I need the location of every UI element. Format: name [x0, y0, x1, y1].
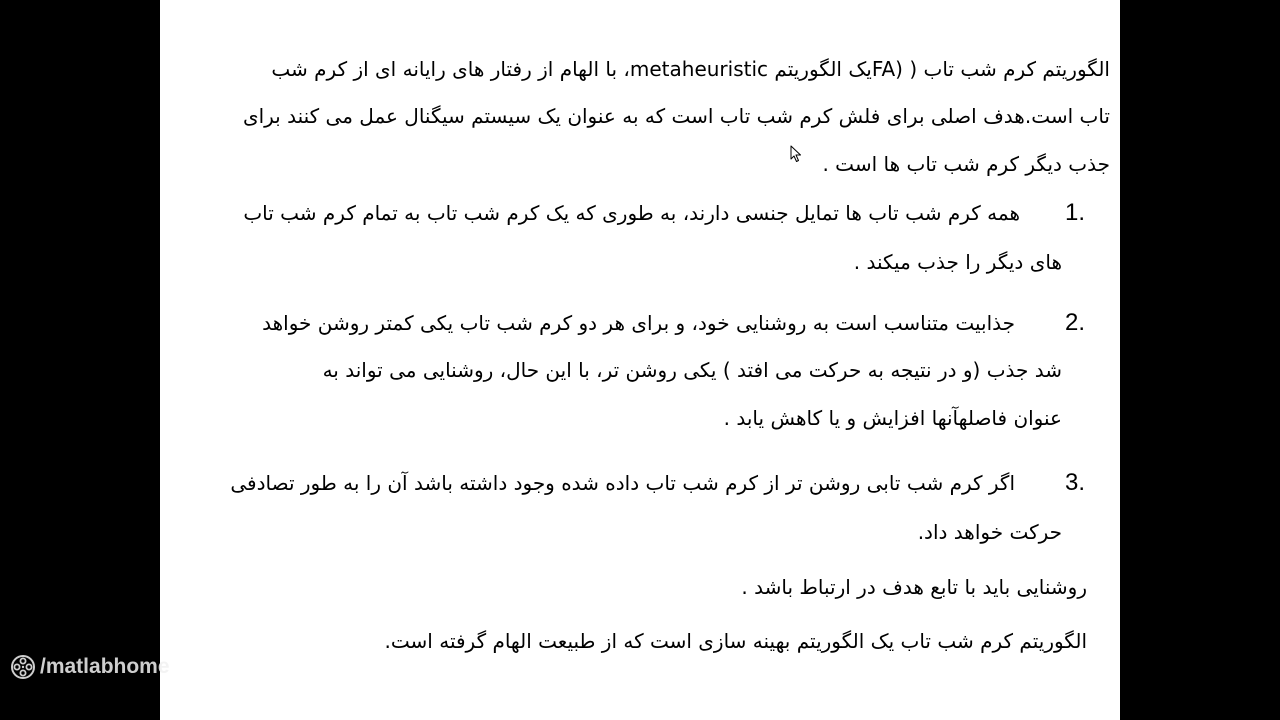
item-2-line-1: جذابیت متناسب است به روشنایی خود، و برای هر دو کرم شب تاب یکی کمتر روشن خواهد — [262, 311, 1015, 335]
film-reel-icon — [10, 654, 36, 680]
item-2-number: 2. — [1065, 309, 1086, 336]
document-page — [160, 0, 1120, 720]
item-3-number: 3. — [1065, 469, 1086, 496]
item-1-line-2: های دیگر را جذب میکند . — [853, 250, 1062, 274]
watermark-text: /matlabhome — [40, 655, 170, 678]
item-3-line-2: حرکت خواهد داد. — [917, 520, 1062, 544]
item-2-line-3: عنوان فاصلهآنها افزایش و یا کاهش یابد . — [723, 406, 1062, 430]
item-3-line-1: اگر کرم شب تابی روشن تر از کرم شب تاب داده شده وجود داشته باشد آن را به طور تصادفی — [230, 471, 1015, 495]
item-2-line-2: شد جذب (و در نتیجه به حرکت می افتد ) یکی روشن تر، با این حال، روشنایی می تواند به — [322, 358, 1062, 382]
intro-line-1: الگوریتم کرم شب تاب ( (FAیک الگوریتم metaheuristic، با الهام از رفتار های رایانه ای از کرم شب — [271, 57, 1110, 81]
intro-line-2: تاب است.هدف اصلی برای فلش کرم شب تاب است که به عنوان یک سیستم سیگنال عمل می کنند برای — [242, 104, 1110, 128]
item-1-number: 1. — [1065, 199, 1086, 226]
closing-line-1: روشنایی باید با تابع هدف در ارتباط باشد . — [741, 575, 1087, 599]
intro-line-3: جذب دیگر کرم شب تاب ها است . — [822, 152, 1110, 176]
closing-line-2: الگوریتم کرم شب تاب یک الگوریتم بهینه سازی است که از طبیعت الهام گرفته است. — [384, 629, 1087, 653]
item-1-line-1: همه کرم شب تاب ها تمایل جنسی دارند، به طوری که یک کرم شب تاب به تمام کرم شب تاب — [243, 201, 1020, 225]
mouse-pointer-icon — [790, 145, 802, 163]
watermark — [10, 652, 170, 682]
